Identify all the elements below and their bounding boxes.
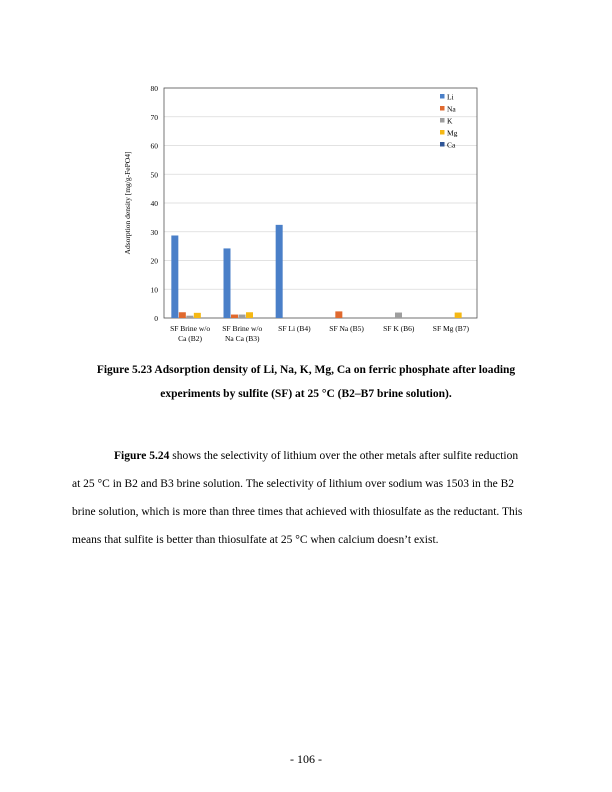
legend-label: Li (447, 92, 454, 102)
bar-mg (455, 313, 462, 318)
legend-label: Na (447, 104, 456, 114)
paragraph-text: shows the selectivity of lithium over the other metals after sulfite reduction (169, 450, 519, 462)
legend-label: Ca (447, 140, 456, 150)
bar-li (276, 225, 283, 318)
bar-mg (246, 312, 253, 318)
y-tick-label: 70 (150, 112, 158, 122)
y-tick-label: 80 (150, 84, 158, 93)
legend-swatch-na (440, 106, 445, 111)
bar-na (335, 311, 342, 318)
x-tick-label: SF Mg (B7) (432, 324, 470, 333)
paragraph-line: at 25 °C in B2 and B3 brine solution. The selectivity of lithium over sodium was 1503 in the B2 (72, 478, 514, 490)
y-tick-label: 20 (150, 256, 158, 266)
y-tick-label: 10 (150, 285, 158, 295)
figure-caption-line-1: Figure 5.23 Adsorption density of Li, Na, K, Mg, Ca on ferric phosphate after loading (96, 364, 516, 376)
bar-k (239, 315, 246, 318)
x-tick-label: Na Ca (B3) (224, 334, 260, 343)
legend-swatch-k (440, 118, 445, 123)
x-tick-label: SF Na (B5) (329, 324, 364, 333)
paragraph-line: means that sulfite is better than thiosulfate at 25 °C when calcium doesn’t exist. (72, 534, 439, 546)
bar-li (224, 248, 231, 318)
x-tick-label: Ca (B2) (178, 334, 203, 343)
y-tick-label: 40 (150, 199, 158, 208)
legend-label: K (447, 116, 453, 126)
x-tick-label: SF K (B6) (383, 324, 415, 333)
x-tick-label: SF Brine w/o (222, 324, 263, 333)
legend-swatch-li (440, 94, 445, 99)
legend-swatch-mg (440, 130, 445, 135)
legend-label: Mg (447, 128, 458, 138)
y-tick-label: 0 (154, 314, 158, 323)
adsorption-bar-chart (100, 80, 500, 350)
bar-k (186, 316, 193, 318)
y-tick-label: 60 (150, 141, 158, 151)
bar-na (179, 312, 186, 318)
y-tick-label: 30 (150, 227, 158, 237)
figure-caption-line-2: experiments by sulfite (SF) at 25 °C (B2–B7 brine solution). (160, 388, 452, 400)
paragraph-line: brine solution, which is more than three times that achieved with thiosulfate as the reductant. This (72, 506, 523, 518)
figure-reference: Figure 5.24 (114, 450, 170, 462)
y-tick-label: 50 (150, 170, 158, 180)
bar-na (231, 315, 238, 318)
bar-k (395, 313, 402, 318)
body-paragraph (72, 442, 542, 554)
bar-li (171, 235, 178, 318)
page-number: - 106 - (290, 752, 322, 766)
x-tick-label: SF Brine w/o (170, 324, 211, 333)
legend-swatch-ca (440, 142, 445, 147)
y-axis-label: Adsorption density [mg/g-FePO4] (123, 151, 132, 255)
bar-mg (194, 313, 201, 318)
x-tick-label: SF Li (B4) (278, 324, 311, 333)
